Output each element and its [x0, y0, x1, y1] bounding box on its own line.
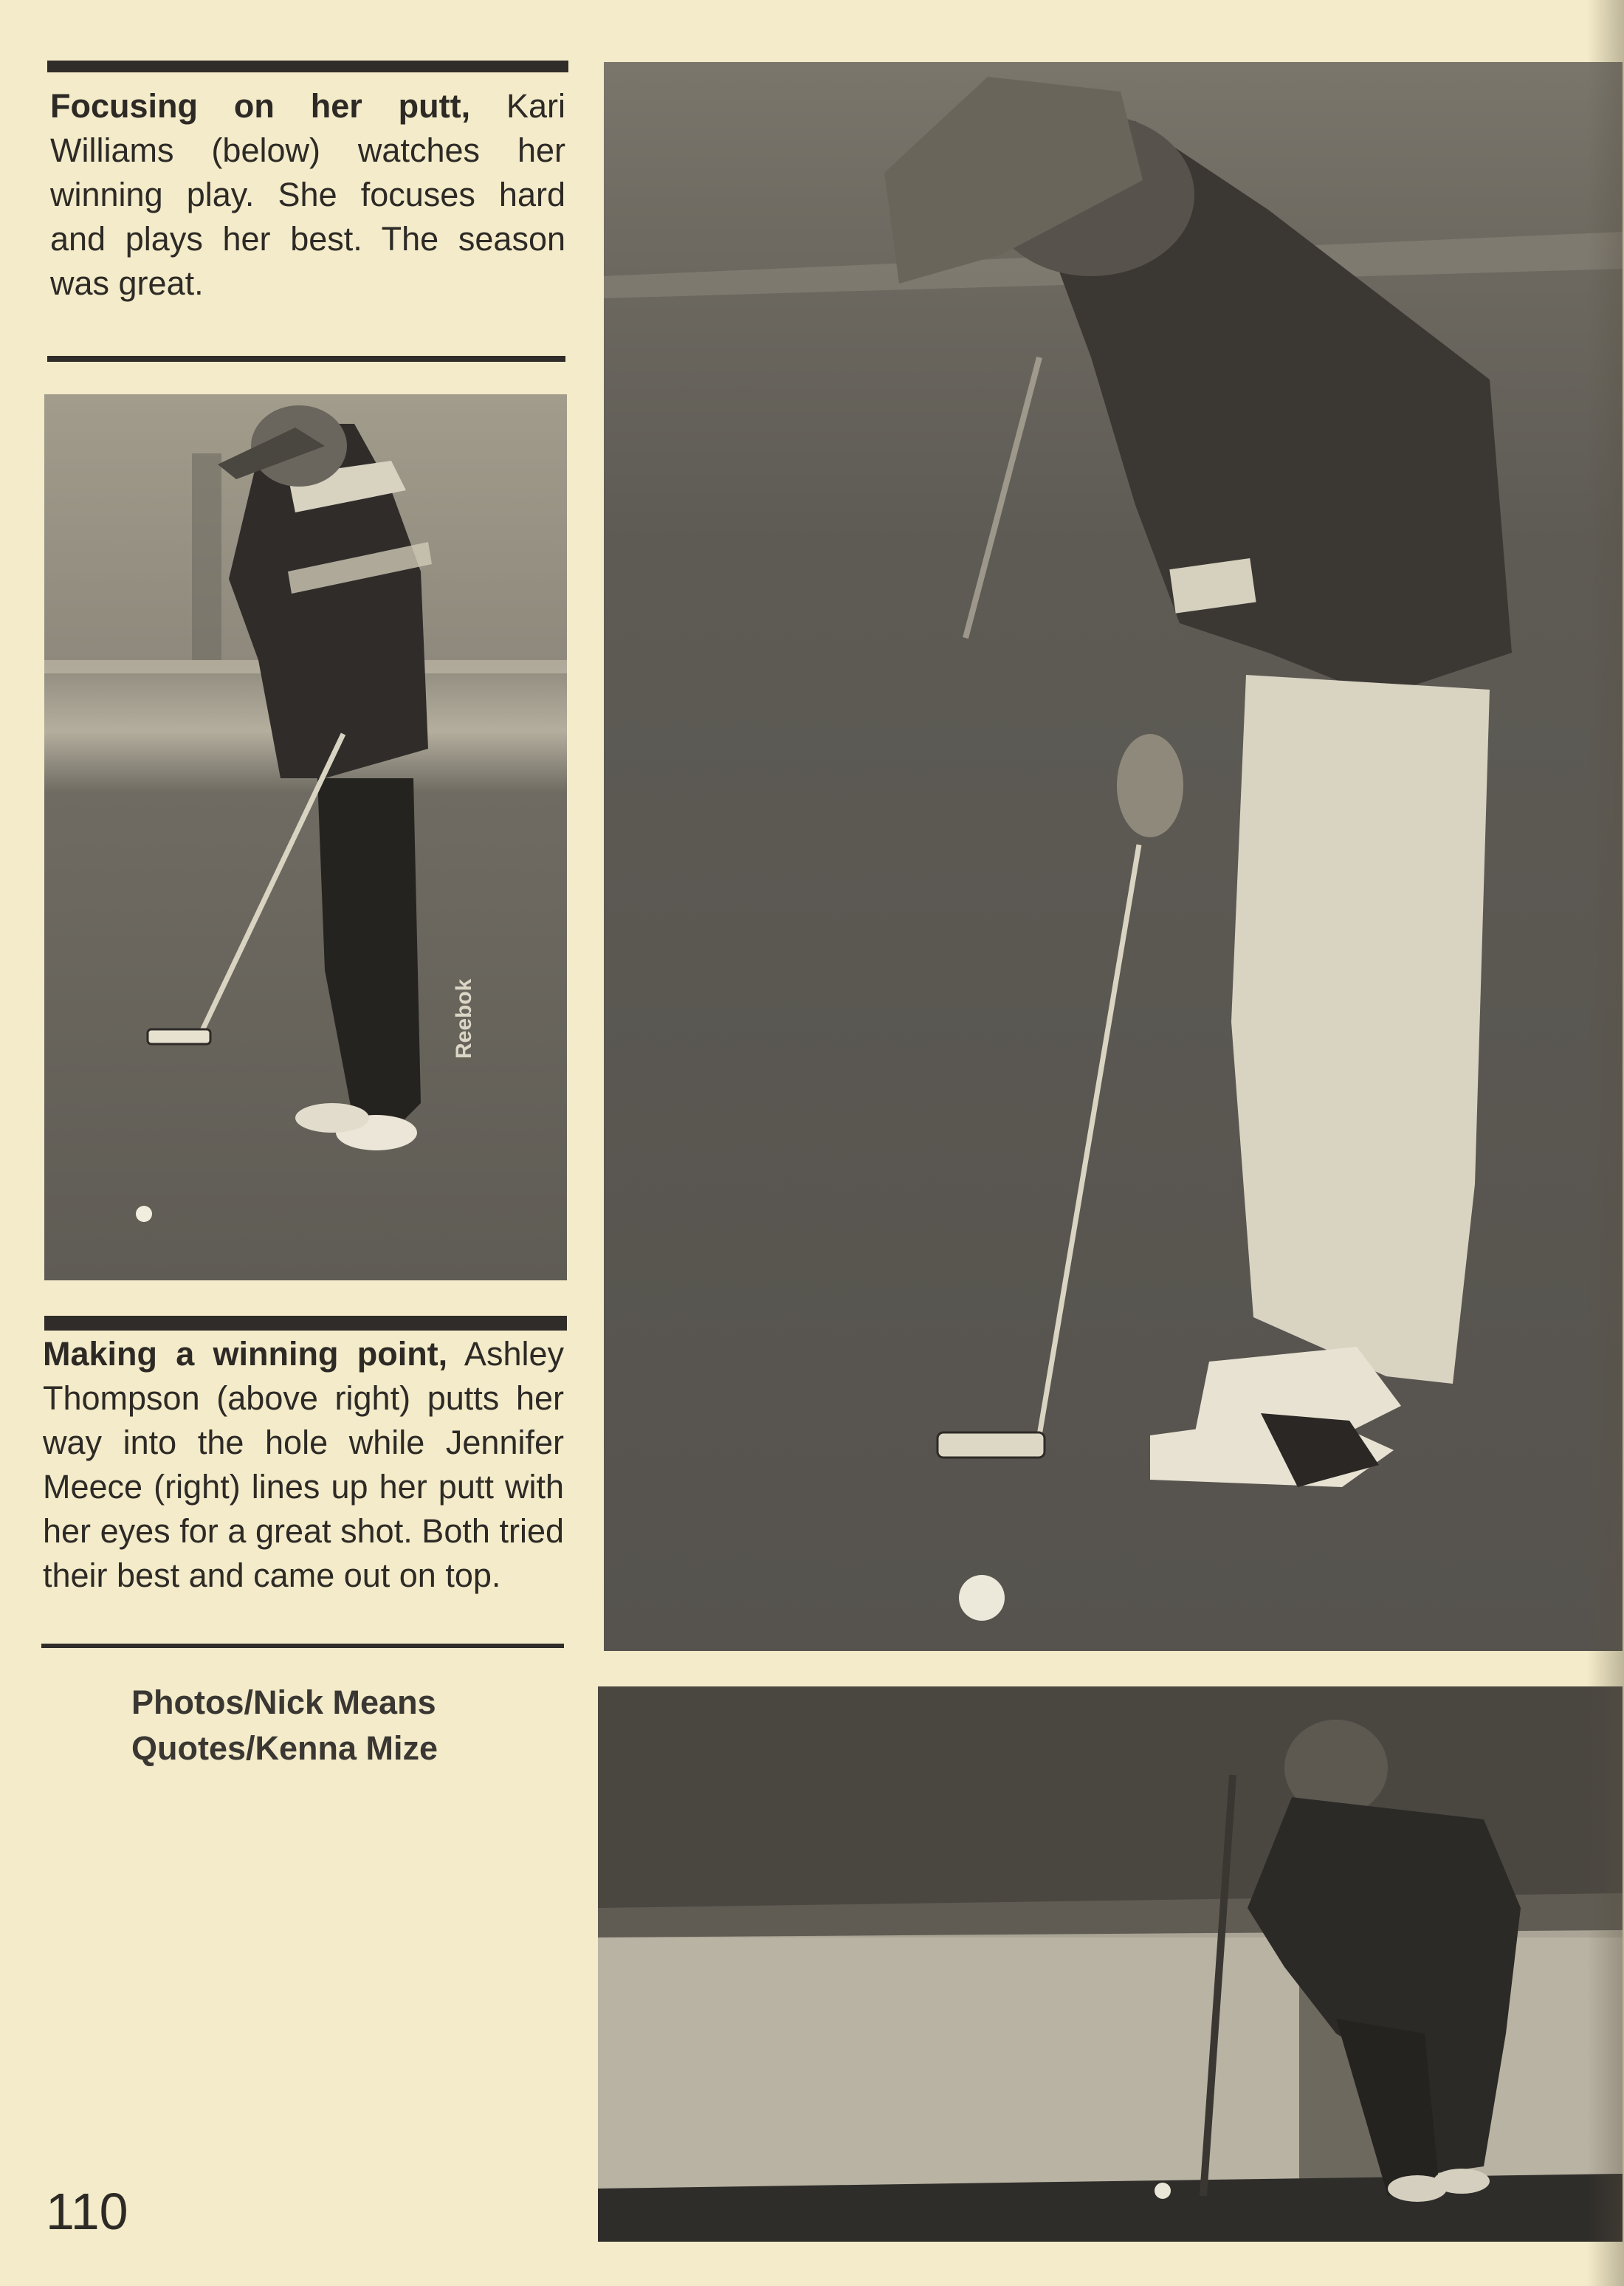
photo-ashley-thompson-putting: [604, 62, 1623, 1651]
caption-bottom-rule-upper: [44, 1316, 567, 1331]
page-gutter-shadow: [1587, 0, 1624, 2286]
credit-quotes: Quotes/Kenna Mize: [131, 1729, 438, 1767]
photo-jennifer-meece-lining-up: [598, 1686, 1623, 2242]
caption-top-text: Kari Williams (below) watches her winning play. She focuses hard and plays her best. The season was great.: [50, 87, 565, 302]
photo-kari-williams-putting: [44, 394, 567, 1280]
caption-bottom-rule-lower: [41, 1644, 564, 1648]
credit-photos: Photos/Nick Means: [131, 1683, 436, 1721]
caption-top-rule-upper: [47, 61, 568, 72]
reebok-logo: Reebok: [452, 978, 476, 1059]
caption-top-lead: Focusing on her putt,: [50, 87, 471, 125]
caption-kari-williams: [50, 84, 565, 306]
caption-bottom-text: Ashley Thompson (above right) putts her way into the hole while Jennifer Meece (right) lines up her putt with her eyes for a great shot. Both tried their best and came out on top.: [43, 1335, 564, 1594]
caption-top-rule-lower: [47, 356, 565, 362]
caption-ashley-thompson: [43, 1332, 564, 1598]
photo-credits: [131, 1680, 438, 1771]
caption-bottom-lead: Making a winning point,: [43, 1335, 448, 1373]
page-number: 110: [46, 2183, 128, 2240]
